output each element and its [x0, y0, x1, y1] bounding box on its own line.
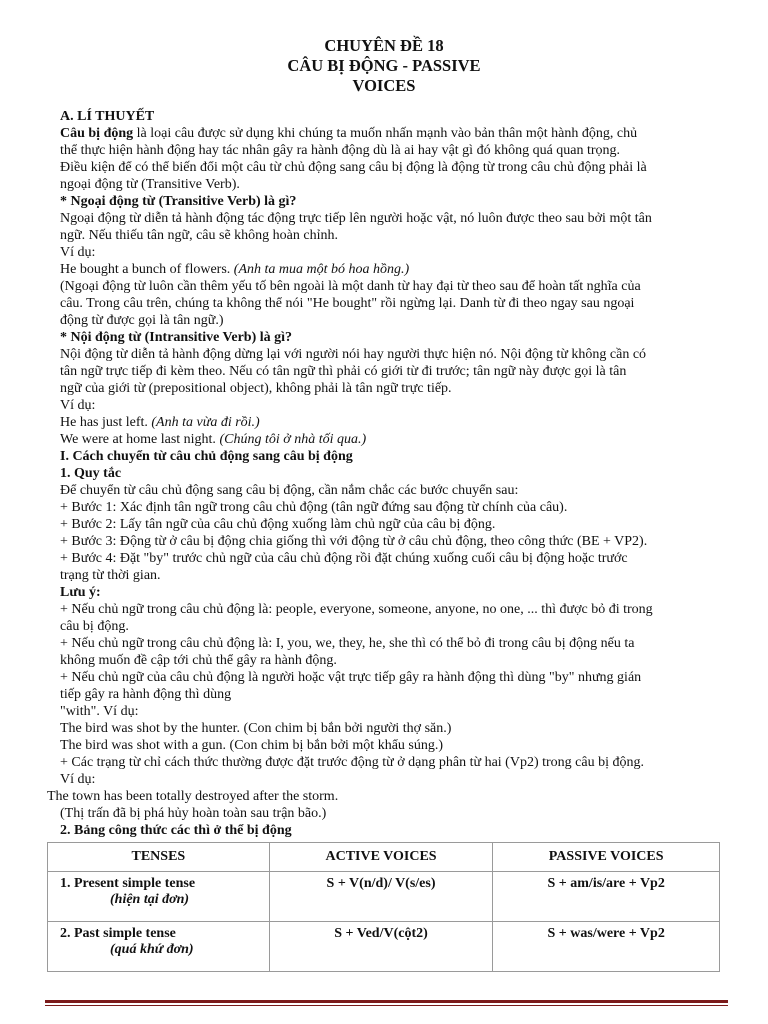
example-en: He has just left. — [60, 415, 152, 430]
table-row — [48, 922, 720, 972]
table-header-cell: PASSIVE VOICES — [493, 843, 720, 872]
tense-name: 1. Present simple tense — [60, 876, 196, 891]
example-line: (Thị trấn đã bị phá hủy hoàn toàn sau trận bão.) — [60, 806, 327, 821]
passive-formula-cell: S + was/were + Vp2 — [493, 922, 720, 972]
table-header-row — [48, 843, 720, 872]
active-formula-cell: S + Ved/V(cột2) — [269, 922, 493, 972]
paragraph-line — [60, 125, 637, 142]
paragraph-line: ngữ của giới từ (prepositional object), không phải là tân ngữ trực tiếp. — [60, 381, 452, 396]
paragraph-line: động từ được gọi là tân ngữ.) — [60, 313, 224, 328]
paragraph-line: thể thực hiện hành động hay tác nhân gây ra hành động dù là ai hay vật gì đó không quá quan trọng. — [60, 143, 621, 158]
subheading-formula-table: 2. Bảng công thức các thì ở thể bị động — [60, 823, 292, 838]
subheading-rules: 1. Quy tắc — [60, 466, 122, 481]
term-passive: Câu bị động — [60, 126, 134, 141]
example-line — [60, 431, 366, 448]
tense-cell — [48, 872, 270, 922]
example-line: The bird was shot with a gun. (Con chim bị bắn bởi một khẩu súng.) — [60, 738, 444, 753]
step-line: + Bước 1: Xác định tân ngữ trong câu chủ động (tân ngữ đứng sau động từ chính của câu). — [60, 500, 568, 515]
subheading-intransitive: * Nội động từ (Intransitive Verb) là gì? — [60, 330, 293, 345]
doc-title-line-2: CÂU BỊ ĐỘNG - PASSIVE — [287, 56, 481, 75]
example-label: Ví dụ: — [60, 398, 96, 413]
paragraph-line: tân ngữ trực tiếp đi kèm theo. Nếu có tân ngữ thì phải có giới từ đi trước; tân ngữ này được gọi là tân — [60, 364, 627, 379]
example-line: The town has been totally destroyed after the storm. — [47, 789, 339, 804]
paragraph-line: Điều kiện để có thể biến đổi một câu từ chủ động sang câu bị động là động từ trong câu chủ động phải là — [60, 160, 647, 175]
tense-cell — [48, 922, 270, 972]
tense-name: 2. Past simple tense — [60, 926, 176, 941]
note-line: câu bị động. — [60, 619, 129, 634]
paragraph-line: ngữ. Nếu thiếu tân ngữ, câu sẽ không hoàn chỉnh. — [60, 228, 339, 243]
footer-divider-thick — [45, 1000, 728, 1003]
paragraph-text: là loại câu được sử dụng khi chúng ta muốn nhấn mạnh vào bản thân một hành động, chủ — [133, 126, 638, 141]
note-heading: Lưu ý: — [60, 585, 101, 600]
example-line — [60, 414, 260, 431]
note-line: + Các trạng từ chỉ cách thức thường được đặt trước động từ ở dạng phân từ hai (Vp2) trong câu bị động. — [60, 755, 644, 770]
paragraph-line: Để chuyển từ câu chủ động sang câu bị động, cần nắm chắc các bước chuyển sau: — [60, 483, 519, 498]
doc-title-line-1: CHUYÊN ĐỀ 18 — [324, 36, 444, 55]
example-vi: (Chúng tôi ở nhà tối qua.) — [219, 432, 367, 447]
example-line: The bird was shot by the hunter. (Con chim bị bắn bởi người thợ săn.) — [60, 721, 452, 736]
passive-formula-table — [47, 842, 720, 972]
example-vi: (Anh ta vừa đi rồi.) — [151, 415, 260, 430]
example-en: We were at home last night. — [60, 432, 220, 447]
doc-title-line-3: VOICES — [352, 76, 416, 95]
tense-name-vi: (hiện tại đơn) — [110, 892, 190, 907]
note-line: "with". Ví dụ: — [60, 704, 139, 719]
note-line: tiếp gây ra hành động thì dùng — [60, 687, 232, 702]
note-line: + Nếu chủ ngữ trong câu chủ động là: I, you, we, they, he, she thì có thể bỏ đi trong câu bị động nếu ta — [60, 636, 635, 651]
note-line: không muốn đề cập tới chủ thể gây ra hành động. — [60, 653, 337, 668]
paragraph-line: Ngoại động từ diễn tả hành động tác động trực tiếp lên người hoặc vật, nó luôn được theo sau bởi một tân — [60, 211, 652, 226]
section-heading-theory: A. LÍ THUYẾT — [60, 109, 155, 124]
example-line — [60, 261, 409, 278]
step-line: + Bước 4: Đặt "by" trước chủ ngữ của câu chủ động rồi đặt chúng xuống cuối câu bị động hoặc trước — [60, 551, 628, 566]
example-en: He bought a bunch of flowers. — [60, 262, 234, 277]
paragraph-line: Nội động từ diễn tả hành động dừng lại với người nói hay người thực hiện nó. Nội động từ không cần có — [60, 347, 647, 362]
step-line: + Bước 2: Lấy tân ngữ của câu chủ động xuống làm chủ ngữ của câu bị động. — [60, 517, 496, 532]
table-header-cell: ACTIVE VOICES — [269, 843, 493, 872]
tense-name-vi: (quá khứ đơn) — [110, 942, 194, 957]
example-vi: (Anh ta mua một bó hoa hồng.) — [233, 262, 410, 277]
note-line: + Nếu chủ ngữ trong câu chủ động là: people, everyone, someone, anyone, no one, ... thì được bỏ đi trong — [60, 602, 653, 617]
table-row — [48, 872, 720, 922]
step-line: + Bước 3: Động từ ở câu bị động chia giống thì với động từ ở câu chủ động, theo công thức (BE + VP2). — [60, 534, 648, 549]
active-formula-cell: S + V(n/d)/ V(s/es) — [269, 872, 493, 922]
footer-divider-thin — [45, 1005, 728, 1006]
paragraph-line: ngoại động từ (Transitive Verb). — [60, 177, 240, 192]
example-label: Ví dụ: — [60, 772, 96, 787]
paragraph-line: (Ngoại động từ luôn cần thêm yếu tố bên ngoài là một danh từ hay đại từ theo sau để hoàn tất nghĩa của — [60, 279, 641, 294]
step-line: trạng từ thời gian. — [60, 568, 161, 583]
paragraph-line: câu. Trong câu trên, chúng ta không thể nói "He bought" rồi ngừng lại. Danh từ đi theo ngay sau ngoại — [60, 296, 635, 311]
note-line: + Nếu chủ ngữ của câu chủ động là người hoặc vật trực tiếp gây ra hành động thì dùng "by" nhưng gián — [60, 670, 642, 685]
example-label: Ví dụ: — [60, 245, 96, 260]
section-heading-conversion: I. Cách chuyển từ câu chủ động sang câu bị động — [60, 449, 353, 464]
passive-formula-cell: S + am/is/are + Vp2 — [493, 872, 720, 922]
table-header-cell: TENSES — [48, 843, 270, 872]
subheading-transitive: * Ngoại động từ (Transitive Verb) là gì? — [60, 194, 297, 209]
